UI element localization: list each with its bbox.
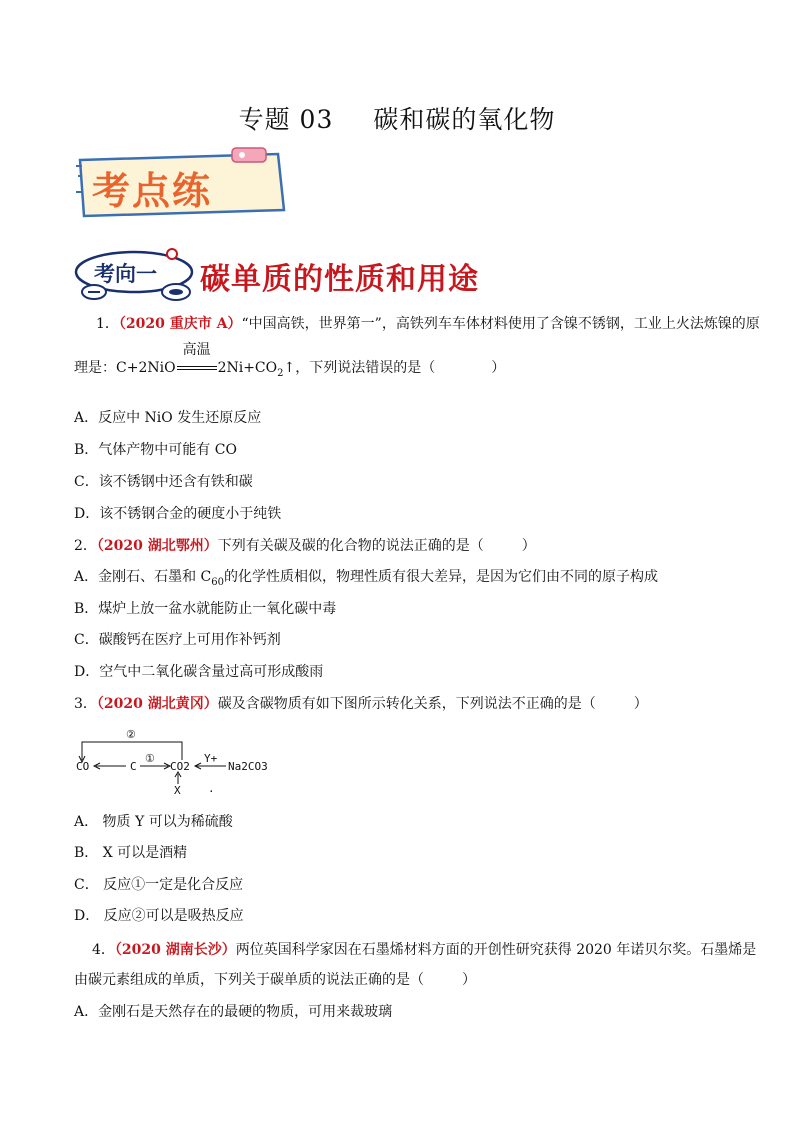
label-na2co3: Na2CO3 (228, 760, 268, 773)
section-badge (72, 248, 212, 304)
q1-option-d: D．该不锈钢合金的硬度小于纯铁 (74, 506, 282, 522)
q3-option-b: B． X 可以是酒精 (74, 845, 188, 861)
q3-option-a: A． 物质 Y 可以为稀硫酸 (74, 814, 233, 830)
q1-close-paren: ） (491, 360, 506, 376)
q1-eq-left: 理是：C+2NiO (74, 360, 176, 376)
mark-1: ① (145, 752, 155, 765)
q1-stem-line1 (96, 314, 760, 334)
conversion-diagram (74, 722, 274, 796)
stray-dot: . (208, 782, 215, 795)
banner (72, 146, 292, 220)
q4-source: （2020 湖南长沙） (114, 942, 236, 958)
q1-number: 1． (96, 316, 119, 332)
q1-stem-line2 (74, 342, 506, 384)
q3-number: 3． (74, 696, 97, 712)
q3-option-d: D． 反应②可以是吸热反应 (74, 908, 244, 924)
q4-stem-text: 两位英国科学家因在石墨烯材料方面的开创性研究获得 2020 年诺贝尔奖。石墨烯是 (235, 942, 757, 958)
q3-source: （2020 湖北黄冈） (96, 696, 218, 712)
q2-option-d: D．空气中二氧化碳含量过高可形成酸雨 (74, 664, 324, 680)
q2-stem (74, 536, 536, 556)
q3-close-paren: ） (633, 696, 648, 712)
q1-option-b: B．气体产物中可能有 CO (74, 442, 237, 458)
label-co: CO (76, 760, 90, 773)
q4-stem-line2: 由碳元素组成的单质，下列关于碳单质的说法正确的是（ ） (74, 972, 476, 988)
q1-eq-sub: 2 (277, 367, 284, 379)
q2-close-paren: ） (521, 538, 536, 554)
banner-text: 考点练 (92, 169, 213, 213)
q1-eq-condition: 高温 (182, 342, 211, 358)
q1-option-c: C．该不锈钢中还含有铁和碳 (74, 474, 253, 490)
section-title: 碳单质的性质和用途 (200, 262, 479, 297)
q1-option-a: A．反应中 NiO 发生还原反应 (74, 410, 262, 426)
q4-option-a: A．金刚石是天然存在的最硬的物质，可用来裁玻璃 (74, 1004, 393, 1020)
page-title (0, 100, 794, 136)
section-badge-text: 考向一 (94, 262, 157, 286)
q4-stem-line1 (92, 940, 756, 960)
q1-eq-right: 2Ni+CO (217, 360, 278, 376)
title-part2: 碳和碳的氧化物 (373, 105, 556, 134)
label-co2: CO2 (170, 760, 190, 773)
q4-number: 4． (92, 942, 115, 958)
q3-option-c: C． 反应①一定是化合反应 (74, 877, 244, 893)
q4-close-paren: ） (462, 972, 476, 988)
mark-2: ② (126, 728, 136, 741)
q3-stem-text: 碳及含碳物质有如下图所示转化关系，下列说法不正确的是（ (217, 696, 596, 712)
q1-eq-arrow (176, 342, 218, 378)
q2-option-a: A．金刚石、石墨和 $C_{60}$的化学性质相似，物理性质有很大差异，是因为它们由不同的原子构成 (74, 569, 659, 588)
q1-stem-end: ↑，下列说法错误的是（ (283, 360, 436, 376)
q2-option-c: C．碳酸钙在医疗上可用作补钙剂 (74, 632, 281, 648)
q3-conversion-diagram (74, 722, 274, 796)
q3-stem (74, 694, 648, 714)
q1-source: （2020 重庆市 A） (118, 316, 242, 332)
q2-source: （2020 湖北鄂州） (96, 538, 218, 554)
q1-stem-text: “中国高铁，世界第一”，高铁列车车体材料使用了含镍不锈钢，工业上火法炼镍的原 (241, 316, 760, 332)
q2-stem-text: 下列有关碳及碳的化合物的说法正确的是（ (217, 538, 484, 554)
title-part1: 专题 03 (238, 105, 334, 134)
q2-option-b: B．煤炉上放一盆水就能防止一氧化碳中毒 (74, 601, 337, 617)
label-x: X (174, 784, 181, 796)
label-c: C (130, 760, 137, 773)
label-y: Y+ (204, 752, 218, 765)
q2-number: 2． (74, 538, 97, 554)
